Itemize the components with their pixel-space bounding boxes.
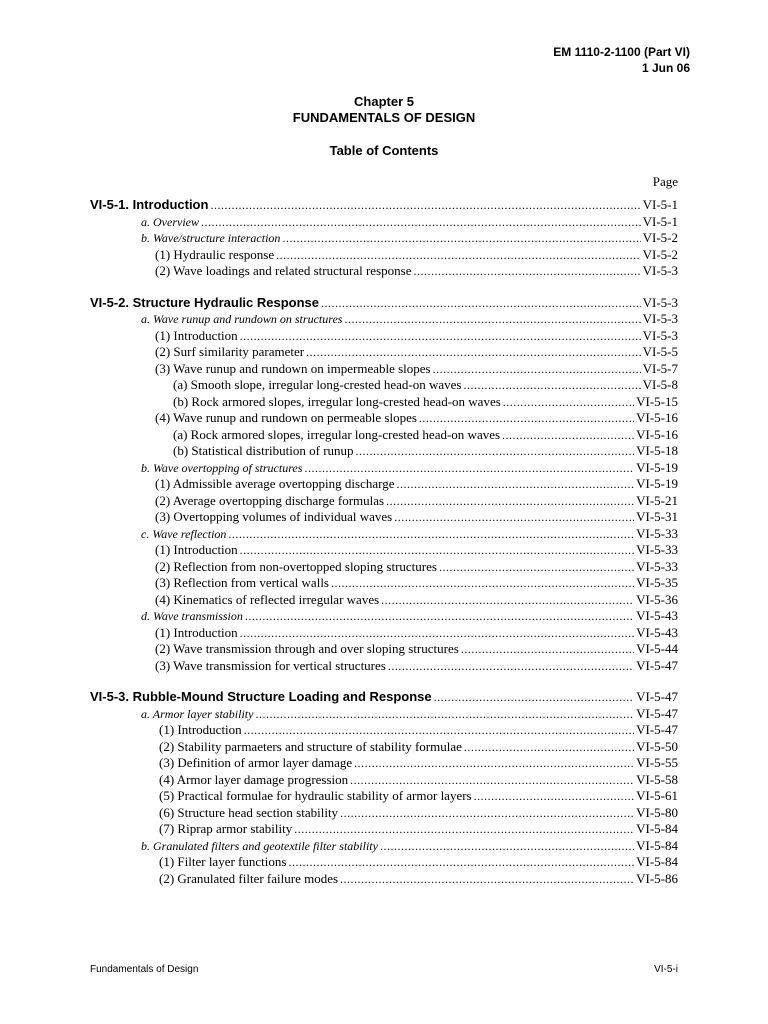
toc-entry-label: b. Wave/structure interaction [141, 231, 281, 245]
toc-page-number: VI-5-3 [642, 327, 678, 343]
toc-leader-dots [288, 855, 634, 870]
toc-leader-dots [380, 839, 634, 854]
toc-entry-row [0, 838, 678, 855]
toc-page-number: VI-5-33 [636, 542, 678, 557]
toc-entry-label: b. Granulated filters and geotextile filter stability [141, 838, 378, 853]
toc-leader-dots [340, 806, 634, 821]
toc-entry-label: (1) Introduction [155, 542, 238, 557]
toc-leader-dots [304, 461, 634, 476]
toc-entry-label: c. Wave reflection [141, 526, 227, 541]
toc-entry-label: (2) Wave loadings and related structural response [155, 263, 412, 278]
toc-page-number: VI-5-33 [636, 525, 678, 541]
toc-page-number: VI-5-19 [636, 476, 678, 491]
toc-page-number: VI-5-84 [636, 837, 678, 853]
toc-leader-dots [386, 494, 634, 509]
toc-entry-label: VI-5-3. Rubble-Mound Structure Loading and Response [90, 689, 432, 704]
toc-page-number: VI-5-16 [636, 426, 678, 442]
toc-entry-label: (1) Admissible average overtopping discharge [155, 476, 395, 491]
toc-page-number: VI-5-19 [636, 459, 678, 475]
toc-entry-row [0, 377, 678, 394]
toc-leader-dots [294, 822, 634, 837]
toc-page-number: VI-5-47 [636, 722, 678, 737]
page-column-label: Page [652, 174, 678, 189]
chapter-number: Chapter 5 [354, 94, 414, 109]
toc-entry-row [0, 805, 678, 822]
toc-entry-row [0, 722, 678, 739]
toc-entry-row [0, 559, 678, 576]
toc-entry-row [0, 641, 678, 658]
toc-entry-label: (1) Introduction [159, 722, 242, 737]
toc-page-number: VI-5-44 [636, 641, 678, 656]
toc-leader-dots [240, 543, 634, 558]
toc-page-number: VI-5-35 [636, 575, 678, 590]
toc-entry-row [0, 443, 678, 460]
footer-right: VI-5-i [654, 964, 678, 975]
toc-entry-row [0, 526, 678, 543]
toc-entry-row [0, 542, 678, 559]
toc-entry-row [0, 394, 678, 411]
toc-entry-label: (1) Hydraulic response [155, 246, 275, 262]
toc-entry-row [0, 739, 678, 756]
toc-page-number: VI-5-15 [636, 393, 678, 409]
toc-leader-dots [463, 378, 640, 393]
toc-leader-dots [240, 329, 641, 344]
toc-entry-row [0, 755, 678, 772]
document-header [553, 44, 690, 76]
toc-leader-dots [388, 659, 634, 674]
toc-entry-row [0, 509, 678, 526]
toc-entry-row [0, 247, 678, 264]
toc-page-number: VI-5-84 [636, 854, 678, 869]
toc-leader-dots [201, 215, 641, 230]
toc-title: Table of Contents [329, 143, 439, 158]
toc-leader-dots [255, 707, 634, 722]
toc-entry-row [0, 772, 678, 789]
toc-entry-label: (6) Structure head section stability [159, 804, 339, 820]
toc-entry-row [0, 625, 678, 642]
toc-page-number: VI-5-80 [636, 804, 678, 820]
toc-entry-row [0, 575, 678, 592]
toc-entry-row [0, 788, 678, 805]
toc-section-row [0, 689, 678, 706]
toc-leader-dots [354, 756, 634, 771]
toc-entry-label: b. Wave overtopping of structures [141, 460, 303, 475]
chapter-heading [0, 94, 768, 126]
toc-entry-label: VI-5-2. Structure Hydraulic Response [90, 294, 320, 310]
toc-entry-label: (1) Introduction [155, 624, 238, 640]
toc-entry-label: (2) Wave transmission through and over sloping structures [155, 641, 459, 656]
toc-page-number: VI-5-2 [642, 230, 678, 245]
toc-leader-dots [350, 773, 634, 788]
toc-page-number: VI-5-58 [636, 771, 678, 787]
toc-page-number: VI-5-55 [636, 755, 678, 770]
toc-leader-dots [228, 527, 634, 542]
toc-entry-label: (1) Filter layer functions [159, 854, 287, 869]
toc-page-number: VI-5-36 [636, 591, 678, 607]
toc-section-row [0, 295, 678, 312]
toc-entry-label: (a) Smooth slope, irregular long-crested head-on waves [173, 377, 462, 392]
toc-page-number: VI-5-47 [636, 657, 678, 673]
toc-leader-dots [503, 395, 634, 410]
toc-leader-dots [276, 248, 640, 263]
toc-entry-row [0, 311, 678, 328]
toc-leader-dots [502, 428, 634, 443]
toc-entry-row [0, 821, 678, 838]
toc-page-number: VI-5-2 [642, 246, 678, 262]
toc-page-number: VI-5-16 [636, 410, 678, 425]
toc-entry-label: (7) Riprap armor stability [159, 821, 293, 836]
toc-page-number: VI-5-3 [642, 311, 678, 326]
toc-page-number: VI-5-43 [636, 624, 678, 640]
toc-page-number: VI-5-3 [642, 294, 678, 310]
toc-entry-row [0, 592, 678, 609]
toc-page-number: VI-5-43 [636, 608, 678, 623]
toc-entry-label: (4) Kinematics of reflected irregular waves [155, 591, 380, 607]
toc-entry-label: (2) Reflection from non-overtopped sloping structures [155, 558, 437, 574]
toc-leader-dots [394, 510, 634, 525]
doc-date: 1 Jun 06 [641, 61, 690, 75]
toc-page-number: VI-5-31 [636, 509, 678, 524]
toc-entry-label: (3) Wave runup and rundown on impermeable slopes [155, 360, 431, 376]
toc-entry-label: (b) Statistical distribution of runup [173, 443, 354, 458]
toc-entry-row [0, 608, 678, 625]
toc-leader-dots [356, 444, 635, 459]
toc-entry-label: a. Wave runup and rundown on structures [141, 312, 343, 326]
toc-entry-label: a. Armor layer stability [141, 706, 254, 721]
toc-leader-dots [340, 872, 634, 887]
toc-page-number: VI-5-5 [642, 344, 678, 359]
toc-entry-row [0, 854, 678, 871]
toc-page-number: VI-5-47 [636, 705, 678, 721]
toc-section-row [0, 197, 678, 214]
toc-leader-dots [419, 411, 634, 426]
toc-entry-label: (5) Practical formulae for hydraulic stability of armor layers [159, 788, 472, 803]
toc-page-number: VI-5-61 [636, 788, 678, 803]
toc-entry-row [0, 263, 678, 280]
toc-entry-label: (4) Wave runup and rundown on permeable slopes [155, 410, 417, 425]
toc-entry-label: (a) Rock armored slopes, irregular long-crested head-on waves [173, 426, 501, 442]
toc-entry-label: (3) Reflection from vertical walls [155, 575, 329, 590]
toc-entry-row [0, 476, 678, 493]
toc-leader-dots [474, 789, 635, 804]
toc-leader-dots [433, 362, 641, 377]
toc-entry-row [0, 658, 678, 675]
toc-entry-label: (3) Wave transmission for vertical structures [155, 657, 386, 673]
doc-number: EM 1110-2-1100 (Part VI) [553, 45, 690, 59]
toc-entry-label: (b) Rock armored slopes, irregular long-crested head-on waves [173, 393, 501, 409]
toc-entry-row [0, 230, 678, 247]
toc-leader-dots [244, 723, 634, 738]
toc-page-number: VI-5-18 [636, 443, 678, 458]
toc-entry-label: (2) Stability parmaeters and structure of stability formulae [159, 738, 462, 754]
toc-entry-row [0, 493, 678, 510]
toc-page-number: VI-5-21 [636, 492, 678, 508]
toc-page-number: VI-5-3 [642, 263, 678, 278]
toc-leader-dots [461, 642, 634, 657]
chapter-title: FUNDAMENTALS OF DESIGN [292, 110, 476, 125]
toc-entry-label: a. Overview [141, 214, 199, 229]
toc-leader-dots [331, 576, 634, 591]
toc-leader-dots [439, 560, 634, 575]
toc-page-number: VI-5-33 [636, 558, 678, 574]
toc-page-number: VI-5-8 [642, 377, 678, 392]
toc-leader-dots [434, 690, 634, 705]
toc-leader-dots [245, 609, 634, 624]
toc-page-number: VI-5-7 [642, 360, 678, 376]
toc-page-number: VI-5-50 [636, 738, 678, 754]
toc-entry-label: (3) Definition of armor layer damage [159, 755, 353, 770]
toc-leader-dots [396, 477, 634, 492]
toc-entry-row [0, 706, 678, 723]
toc-entry-label: (2) Surf similarity parameter [155, 344, 305, 359]
toc-entry-row [0, 214, 678, 231]
toc-entry-row [0, 460, 678, 477]
toc-page-number: VI-5-1 [642, 197, 678, 212]
toc-page-number: VI-5-47 [636, 689, 678, 704]
toc-entry-row [0, 871, 678, 888]
footer-left: Fundamentals of Design [90, 964, 199, 975]
toc-leader-dots [210, 198, 640, 213]
toc-entry-label: (1) Introduction [155, 327, 238, 343]
toc-leader-dots [282, 231, 640, 246]
toc-entry-label: d. Wave transmission [141, 609, 243, 623]
toc-leader-dots [240, 626, 634, 641]
toc-leader-dots [413, 264, 640, 279]
toc-entry-row [0, 344, 678, 361]
toc-entry-row [0, 328, 678, 345]
toc-leader-dots [464, 740, 634, 755]
toc-entry-label: (3) Overtopping volumes of individual waves [155, 509, 393, 524]
toc-page-number: VI-5-1 [642, 213, 678, 229]
toc-leader-dots [321, 296, 641, 311]
toc-entry-row [0, 361, 678, 378]
toc-leader-dots [306, 345, 641, 360]
toc-leader-dots [381, 593, 634, 608]
toc-entry-label: VI-5-1. Introduction [90, 197, 209, 212]
toc-leader-dots [344, 312, 640, 327]
toc-entry-label: (2) Average overtopping discharge formulas [155, 492, 385, 508]
toc-entry-label: (4) Armor layer damage progression [159, 771, 349, 787]
toc-entry-row [0, 410, 678, 427]
toc-entry-row [0, 427, 678, 444]
toc-page-number: VI-5-84 [636, 821, 678, 836]
toc-page-number: VI-5-86 [636, 870, 678, 886]
toc-entry-label: (2) Granulated filter failure modes [159, 870, 339, 886]
